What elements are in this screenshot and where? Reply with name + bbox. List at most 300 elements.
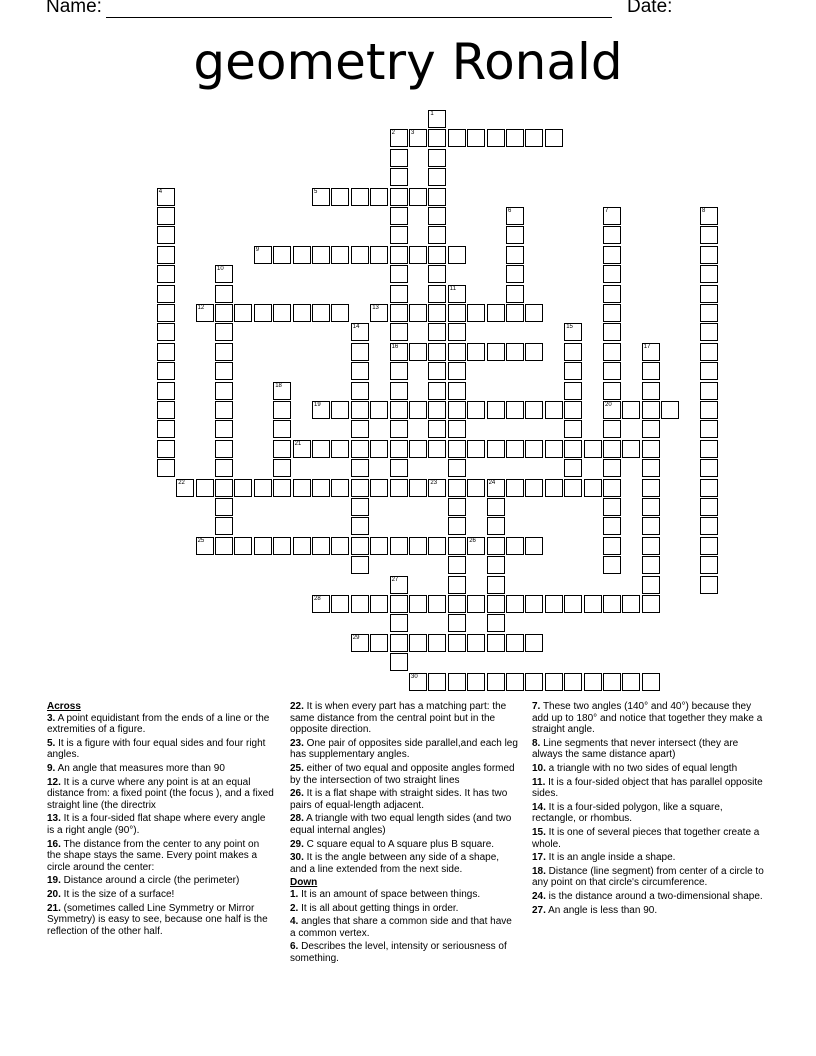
crossword-cell[interactable] [487, 634, 505, 652]
crossword-cell[interactable] [467, 479, 485, 497]
crossword-cell[interactable] [448, 401, 466, 419]
crossword-cell[interactable] [603, 226, 621, 244]
crossword-cell[interactable] [428, 226, 446, 244]
crossword-cell[interactable] [312, 479, 330, 497]
crossword-cell[interactable] [254, 479, 272, 497]
crossword-cell[interactable] [390, 537, 408, 555]
crossword-cell[interactable] [390, 168, 408, 186]
crossword-cell[interactable] [157, 459, 175, 477]
crossword-cell[interactable] [448, 614, 466, 632]
crossword-cell[interactable] [370, 537, 388, 555]
crossword-cell[interactable] [390, 323, 408, 341]
crossword-cell[interactable] [487, 517, 505, 535]
crossword-cell[interactable] [448, 362, 466, 380]
crossword-cell[interactable] [409, 440, 427, 458]
crossword-cell[interactable] [448, 673, 466, 691]
crossword-cell[interactable] [428, 673, 446, 691]
crossword-cell[interactable] [603, 420, 621, 438]
crossword-cell[interactable] [215, 285, 233, 303]
crossword-cell[interactable] [428, 420, 446, 438]
crossword-cell[interactable] [700, 343, 718, 361]
crossword-cell[interactable] [428, 188, 446, 206]
crossword-cell[interactable] [351, 246, 369, 264]
crossword-cell[interactable] [428, 323, 446, 341]
crossword-cell[interactable] [642, 420, 660, 438]
crossword-cell[interactable] [390, 188, 408, 206]
crossword-cell[interactable] [428, 246, 446, 264]
crossword-cell[interactable] [487, 556, 505, 574]
crossword-cell[interactable] [525, 129, 543, 147]
crossword-cell[interactable] [157, 304, 175, 322]
crossword-cell[interactable] [234, 537, 252, 555]
crossword-cell[interactable] [273, 537, 291, 555]
crossword-cell[interactable] [312, 304, 330, 322]
crossword-cell[interactable] [370, 440, 388, 458]
crossword-cell[interactable] [370, 634, 388, 652]
crossword-cell[interactable] [234, 304, 252, 322]
crossword-cell[interactable] [506, 595, 524, 613]
crossword-cell[interactable] [215, 498, 233, 516]
crossword-cell[interactable] [545, 673, 563, 691]
crossword-cell[interactable] [273, 246, 291, 264]
crossword-cell[interactable] [584, 479, 602, 497]
crossword-cell[interactable] [545, 595, 563, 613]
crossword-cell[interactable] [409, 188, 427, 206]
crossword-cell[interactable] [603, 246, 621, 264]
crossword-cell[interactable] [428, 265, 446, 283]
crossword-cell[interactable] [448, 343, 466, 361]
crossword-cell[interactable] [642, 498, 660, 516]
crossword-cell[interactable] [700, 323, 718, 341]
crossword-cell[interactable] [603, 440, 621, 458]
crossword-cell[interactable] [487, 401, 505, 419]
crossword-cell[interactable] [700, 576, 718, 594]
crossword-cell[interactable] [564, 595, 582, 613]
crossword-cell[interactable] [390, 459, 408, 477]
clue-number: 18. [532, 865, 546, 877]
crossword-cell[interactable] [564, 362, 582, 380]
crossword-cell[interactable] [700, 420, 718, 438]
crossword-cell[interactable] [351, 382, 369, 400]
crossword-cell[interactable] [157, 382, 175, 400]
clue-text: Line segments that never intersect (they are always the same distance apart) [532, 737, 739, 761]
crossword-cell[interactable] [603, 285, 621, 303]
crossword-cell[interactable] [448, 576, 466, 594]
crossword-cell[interactable] [215, 479, 233, 497]
crossword-cell[interactable] [448, 129, 466, 147]
clue-item [290, 941, 518, 964]
crossword-cell[interactable] [196, 479, 214, 497]
crossword-cell[interactable] [428, 595, 446, 613]
crossword-cell[interactable] [157, 420, 175, 438]
crossword-cell[interactable] [506, 401, 524, 419]
crossword-cell[interactable] [409, 401, 427, 419]
clue-text: A point equidistant from the ends of a line or the extremities of a figure. [47, 712, 270, 736]
crossword-cell[interactable] [409, 537, 427, 555]
crossword-cell[interactable] [506, 440, 524, 458]
crossword-cell[interactable] [351, 556, 369, 574]
crossword-cell[interactable] [351, 517, 369, 535]
crossword-cell[interactable] [467, 634, 485, 652]
crossword-cell[interactable] [293, 304, 311, 322]
crossword-cell[interactable] [700, 246, 718, 264]
crossword-cell[interactable] [506, 226, 524, 244]
crossword-cell[interactable] [390, 401, 408, 419]
crossword-cell[interactable] [622, 401, 640, 419]
crossword-cell[interactable] [448, 537, 466, 555]
clue-item [47, 813, 275, 836]
crossword-cell[interactable] [487, 537, 505, 555]
clue-item [290, 813, 518, 836]
crossword-cell[interactable] [331, 401, 349, 419]
crossword-cell[interactable] [312, 440, 330, 458]
crossword-cell[interactable] [428, 149, 446, 167]
crossword-cell[interactable] [642, 556, 660, 574]
clue-text: The distance from the center to any point on the shape stays the same. Every point makes a circle around the center: [47, 838, 260, 873]
crossword-cell[interactable] [409, 246, 427, 264]
crossword-cell[interactable] [215, 401, 233, 419]
crossword-cell[interactable] [506, 246, 524, 264]
crossword-cell[interactable] [390, 149, 408, 167]
crossword-cell[interactable] [700, 479, 718, 497]
crossword-cell[interactable] [545, 479, 563, 497]
clues-column-3 [532, 701, 764, 918]
crossword-cell[interactable] [215, 440, 233, 458]
crossword-cell[interactable] [700, 226, 718, 244]
clue-text: (sometimes called Line Symmetry or Mirror Symmetry) is easy to see, because one half is the reflection of the other half. [47, 902, 268, 937]
crossword-cell[interactable] [506, 673, 524, 691]
crossword-cell[interactable] [428, 537, 446, 555]
crossword-cell[interactable] [351, 479, 369, 497]
crossword-cell[interactable] [215, 304, 233, 322]
crossword-cell[interactable] [642, 673, 660, 691]
clue-item [532, 866, 764, 889]
crossword-cell[interactable] [370, 401, 388, 419]
crossword-cell[interactable] [390, 382, 408, 400]
crossword-cell[interactable] [390, 634, 408, 652]
crossword-cell[interactable] [700, 265, 718, 283]
crossword-cell[interactable] [273, 479, 291, 497]
crossword-cell[interactable] [428, 440, 446, 458]
crossword-cell[interactable] [603, 265, 621, 283]
crossword-cell[interactable] [467, 440, 485, 458]
crossword-cell[interactable] [487, 498, 505, 516]
crossword-cell[interactable] [700, 401, 718, 419]
crossword-cell[interactable] [622, 595, 640, 613]
crossword-cell[interactable] [448, 459, 466, 477]
crossword-cell[interactable] [351, 362, 369, 380]
crossword-cell[interactable] [428, 168, 446, 186]
crossword-cell[interactable] [254, 304, 272, 322]
crossword-cell[interactable] [525, 440, 543, 458]
crossword-cell[interactable] [370, 188, 388, 206]
crossword-cell[interactable] [506, 129, 524, 147]
crossword-cell[interactable] [215, 517, 233, 535]
crossword-cell[interactable] [390, 614, 408, 632]
crossword-cell[interactable] [448, 440, 466, 458]
crossword-cell[interactable] [390, 265, 408, 283]
crossword-cell[interactable] [622, 440, 640, 458]
crossword-cell[interactable] [351, 343, 369, 361]
crossword-cell[interactable] [487, 595, 505, 613]
crossword-cell[interactable] [603, 517, 621, 535]
crossword-cell[interactable] [603, 556, 621, 574]
crossword-cell[interactable] [428, 129, 446, 147]
clue-text: It is the size of a surface! [60, 888, 175, 900]
crossword-cell[interactable] [584, 440, 602, 458]
crossword-cell[interactable] [157, 440, 175, 458]
crossword-cell[interactable] [215, 343, 233, 361]
crossword-cell[interactable] [487, 343, 505, 361]
crossword-cell[interactable] [157, 323, 175, 341]
crossword-cell[interactable] [370, 595, 388, 613]
crossword-cell[interactable] [293, 246, 311, 264]
clue-number: 10. [532, 762, 546, 774]
crossword-cell[interactable] [448, 634, 466, 652]
crossword-cell[interactable] [409, 634, 427, 652]
crossword-cell[interactable] [157, 285, 175, 303]
crossword-cell[interactable] [428, 343, 446, 361]
crossword-cell[interactable] [564, 420, 582, 438]
crossword-cell[interactable] [642, 479, 660, 497]
crossword-cell[interactable] [273, 304, 291, 322]
crossword-cell[interactable] [603, 362, 621, 380]
crossword-cell[interactable] [215, 537, 233, 555]
crossword-cell[interactable] [506, 304, 524, 322]
crossword-cell[interactable] [370, 246, 388, 264]
crossword-cell[interactable] [351, 420, 369, 438]
crossword-cell[interactable] [428, 382, 446, 400]
crossword-cell[interactable] [487, 673, 505, 691]
crossword-cell[interactable] [273, 459, 291, 477]
crossword-cell[interactable] [642, 595, 660, 613]
crossword-cell[interactable] [642, 537, 660, 555]
crossword-cell[interactable] [506, 265, 524, 283]
crossword-cell[interactable] [331, 537, 349, 555]
crossword-cell[interactable] [390, 479, 408, 497]
crossword-cell[interactable] [642, 459, 660, 477]
crossword-cell[interactable] [642, 362, 660, 380]
crossword-cell[interactable] [700, 517, 718, 535]
crossword-cell[interactable] [273, 440, 291, 458]
crossword-cell[interactable] [506, 343, 524, 361]
crossword-cell[interactable] [525, 304, 543, 322]
crossword-cell[interactable] [448, 479, 466, 497]
crossword-cell[interactable] [448, 556, 466, 574]
crossword-cell[interactable] [215, 362, 233, 380]
clue-text: It is a figure with four equal sides and four right angles. [47, 737, 266, 761]
crossword-cell[interactable] [390, 595, 408, 613]
crossword-cell[interactable] [331, 479, 349, 497]
crossword-cell[interactable] [642, 382, 660, 400]
crossword-cell[interactable] [564, 401, 582, 419]
crossword-cell[interactable] [390, 304, 408, 322]
crossword-cell[interactable] [603, 323, 621, 341]
clue-number: 28 [314, 596, 321, 602]
crossword-cell[interactable] [487, 614, 505, 632]
crossword-cell[interactable] [351, 459, 369, 477]
crossword-cell[interactable] [700, 498, 718, 516]
crossword-cell[interactable] [506, 537, 524, 555]
crossword-cell[interactable] [700, 459, 718, 477]
crossword-cell[interactable] [642, 401, 660, 419]
crossword-cell[interactable] [390, 246, 408, 264]
crossword-cell[interactable] [409, 479, 427, 497]
crossword-cell[interactable] [157, 226, 175, 244]
crossword-cell[interactable] [448, 304, 466, 322]
crossword-cell[interactable] [487, 576, 505, 594]
crossword-cell[interactable] [467, 673, 485, 691]
crossword-cell[interactable] [351, 595, 369, 613]
crossword-cell[interactable] [622, 673, 640, 691]
crossword-cell[interactable] [487, 440, 505, 458]
crossword-cell[interactable] [351, 440, 369, 458]
crossword-cell[interactable] [467, 129, 485, 147]
crossword-cell[interactable] [487, 129, 505, 147]
crossword-cell[interactable] [603, 537, 621, 555]
crossword-cell[interactable] [700, 556, 718, 574]
crossword-cell[interactable] [428, 304, 446, 322]
crossword-cell[interactable] [428, 362, 446, 380]
crossword-cell[interactable] [331, 440, 349, 458]
crossword-cell[interactable] [467, 343, 485, 361]
crossword-cell[interactable] [700, 537, 718, 555]
crossword-cell[interactable] [603, 595, 621, 613]
crossword-cell[interactable] [564, 343, 582, 361]
crossword-cell[interactable] [234, 479, 252, 497]
clue-item [532, 701, 764, 736]
crossword-cell[interactable] [428, 634, 446, 652]
crossword-cell[interactable] [448, 323, 466, 341]
crossword-cell[interactable] [351, 537, 369, 555]
crossword-cell[interactable] [390, 420, 408, 438]
crossword-cell[interactable] [564, 440, 582, 458]
crossword-cell[interactable] [390, 362, 408, 380]
crossword-cell[interactable] [390, 653, 408, 671]
crossword-cell[interactable] [351, 188, 369, 206]
crossword-cell[interactable] [215, 323, 233, 341]
clue-item [532, 905, 764, 917]
crossword-cell[interactable] [564, 479, 582, 497]
crossword-cell[interactable] [525, 343, 543, 361]
crossword-cell[interactable] [603, 673, 621, 691]
crossword-cell[interactable] [564, 459, 582, 477]
crossword-cell[interactable] [525, 401, 543, 419]
crossword-cell[interactable] [642, 440, 660, 458]
crossword-cell[interactable] [700, 440, 718, 458]
crossword-cell[interactable] [564, 382, 582, 400]
crossword-cell[interactable] [351, 498, 369, 516]
crossword-cell[interactable] [157, 343, 175, 361]
crossword-cell[interactable] [293, 479, 311, 497]
crossword-cell[interactable] [700, 362, 718, 380]
crossword-cell[interactable] [448, 420, 466, 438]
crossword-cell[interactable] [603, 343, 621, 361]
crossword-cell[interactable] [506, 479, 524, 497]
crossword-cell[interactable] [157, 401, 175, 419]
crossword-cell[interactable] [331, 595, 349, 613]
crossword-cell[interactable] [273, 401, 291, 419]
crossword-cell[interactable] [157, 362, 175, 380]
crossword-cell[interactable] [700, 285, 718, 303]
crossword-cell[interactable] [331, 246, 349, 264]
crossword-cell[interactable] [409, 595, 427, 613]
crossword-cell[interactable] [700, 382, 718, 400]
crossword-cell[interactable] [370, 479, 388, 497]
crossword-cell[interactable] [157, 265, 175, 283]
crossword-cell[interactable] [331, 188, 349, 206]
crossword-cell[interactable] [525, 673, 543, 691]
crossword-cell[interactable] [390, 226, 408, 244]
crossword-cell[interactable] [661, 401, 679, 419]
crossword-cell[interactable] [215, 382, 233, 400]
crossword-cell[interactable] [584, 673, 602, 691]
crossword-cell[interactable] [525, 595, 543, 613]
crossword-cell[interactable] [603, 304, 621, 322]
crossword-cell[interactable] [157, 246, 175, 264]
crossword-cell[interactable] [273, 420, 291, 438]
crossword-cell[interactable] [215, 420, 233, 438]
crossword-cell[interactable] [506, 285, 524, 303]
crossword-cell[interactable] [409, 304, 427, 322]
crossword-cell[interactable] [603, 479, 621, 497]
crossword-cell[interactable] [545, 401, 563, 419]
crossword-cell[interactable] [467, 304, 485, 322]
crossword-cell[interactable] [215, 459, 233, 477]
crossword-cell[interactable] [487, 304, 505, 322]
crossword-cell[interactable] [331, 304, 349, 322]
crossword-cell[interactable] [525, 537, 543, 555]
crossword-cell[interactable] [390, 207, 408, 225]
crossword-cell[interactable] [157, 207, 175, 225]
crossword-cell[interactable] [254, 537, 272, 555]
crossword-cell[interactable] [545, 440, 563, 458]
crossword-cell[interactable] [700, 304, 718, 322]
crossword-cell[interactable] [312, 537, 330, 555]
crossword-cell[interactable] [584, 595, 602, 613]
crossword-cell[interactable] [506, 634, 524, 652]
crossword-cell[interactable] [642, 576, 660, 594]
crossword-cell[interactable] [467, 401, 485, 419]
crossword-cell[interactable] [390, 440, 408, 458]
crossword-cell[interactable] [390, 285, 408, 303]
clue-number: 7 [605, 208, 609, 214]
crossword-cell[interactable] [603, 382, 621, 400]
crossword-cell[interactable] [603, 459, 621, 477]
crossword-cell[interactable] [428, 401, 446, 419]
crossword-cell[interactable] [467, 595, 485, 613]
crossword-cell[interactable] [409, 343, 427, 361]
crossword-cell[interactable] [448, 517, 466, 535]
crossword-cell[interactable] [642, 517, 660, 535]
clue-number: 2 [391, 130, 395, 137]
crossword-cell[interactable] [448, 382, 466, 400]
crossword-cell[interactable] [545, 129, 563, 147]
crossword-cell[interactable] [428, 207, 446, 225]
crossword-cell[interactable] [603, 498, 621, 516]
crossword-cell[interactable] [428, 285, 446, 303]
crossword-cell[interactable] [448, 246, 466, 264]
crossword-cell[interactable] [351, 401, 369, 419]
crossword-cell[interactable] [448, 498, 466, 516]
crossword-cell[interactable] [525, 634, 543, 652]
crossword-cell[interactable] [312, 246, 330, 264]
crossword-cell[interactable] [525, 479, 543, 497]
crossword-cell[interactable] [448, 595, 466, 613]
crossword-cell[interactable] [293, 537, 311, 555]
crossword-cell[interactable] [564, 673, 582, 691]
clue-text: C square equal to A square plus B square. [303, 838, 495, 850]
